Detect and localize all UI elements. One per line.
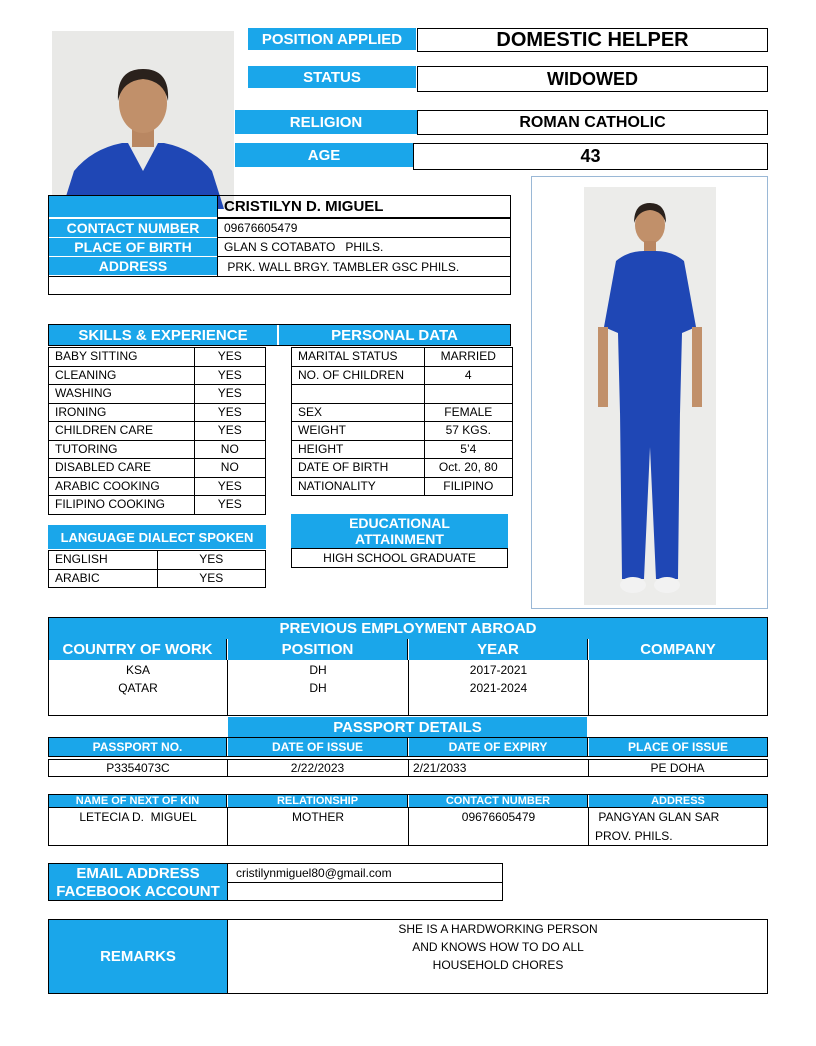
personal-data-row-label <box>292 385 425 404</box>
skill-row <box>49 422 266 441</box>
kin-relationship: MOTHER <box>292 810 344 824</box>
address-value: PRK. WALL BRGY. TAMBLER GSC PHILS. <box>217 256 511 277</box>
personal-data-row-value: MARRIED <box>424 348 512 367</box>
birthplace-value: GLAN S COTABATO PHILS. <box>217 237 511 257</box>
employment-col-position: POSITION <box>228 639 408 660</box>
remarks-line-2: AND KNOWS HOW TO DO ALL <box>412 940 584 954</box>
passport-col-number: PASSPORT NO. <box>49 738 227 756</box>
address-label: ADDRESS <box>49 257 217 275</box>
skill-row-value: YES <box>194 366 265 385</box>
skill-row-value: NO <box>194 440 265 459</box>
skill-row-label: ARABIC COOKING <box>49 477 195 496</box>
language-title: LANGUAGE DIALECT SPOKEN <box>48 525 266 549</box>
personal-data-row <box>292 366 513 385</box>
kin-address-line2: PROV. PHILS. <box>595 829 673 843</box>
employment-col-year: YEAR <box>409 639 588 660</box>
passport-place: PE DOHA <box>588 759 768 777</box>
education-title: EDUCATIONAL ATTAINMENT <box>291 514 508 548</box>
kin-name: LETECIA D. MIGUEL <box>79 810 197 824</box>
language-row <box>49 551 266 570</box>
position-value: DOMESTIC HELPER <box>417 28 768 52</box>
language-table <box>48 550 266 588</box>
employment-title: PREVIOUS EMPLOYMENT ABROAD <box>49 618 767 639</box>
skill-row <box>49 459 266 478</box>
skill-row <box>49 348 266 367</box>
employment-row-1 <box>49 663 767 681</box>
personal-data-row <box>292 403 513 422</box>
language-row-label: ARABIC <box>49 569 158 588</box>
full-body-figure-icon <box>584 187 716 605</box>
kin-contact: 09676605479 <box>461 810 536 824</box>
employment-row-2 <box>49 681 767 699</box>
age-value: 43 <box>413 143 768 170</box>
skills-table <box>48 347 266 515</box>
personal-data-row-label: WEIGHT <box>292 422 425 441</box>
skill-row <box>49 440 266 459</box>
employment-country: KSA <box>125 663 150 677</box>
passport-issue-date: 2/22/2023 <box>227 759 409 777</box>
personal-data-row <box>292 477 513 496</box>
personal-data-row-label: HEIGHT <box>292 440 425 459</box>
full-body-photo-frame <box>531 176 768 609</box>
birthplace-label: PLACE OF BIRTH <box>49 238 217 256</box>
employment-col-company: COMPANY <box>589 639 767 660</box>
personal-data-row-value: Oct. 20, 80 <box>424 459 512 478</box>
passport-col-expiry: DATE OF EXPIRY <box>409 738 588 756</box>
language-row-label: ENGLISH <box>49 551 158 570</box>
skill-row-value: NO <box>194 459 265 478</box>
passport-number: P3354073C <box>48 759 228 777</box>
skill-row <box>49 477 266 496</box>
skill-row-label: WASHING <box>49 385 195 404</box>
personal-data-row-label: NATIONALITY <box>292 477 425 496</box>
contact-value: 09676605479 <box>217 218 511 238</box>
employment-position: DH <box>309 681 327 695</box>
personal-data-title: PERSONAL DATA <box>279 325 510 345</box>
personal-data-row <box>292 422 513 441</box>
kin-col-name: NAME OF NEXT OF KIN <box>49 795 227 807</box>
skill-row-value: YES <box>194 403 265 422</box>
applicant-name: CRISTILYN D. MIGUEL <box>217 196 511 218</box>
portrait-photo <box>52 31 234 209</box>
personal-data-row-label: NO. OF CHILDREN <box>292 366 425 385</box>
employment-country: QATAR <box>118 681 158 695</box>
personal-data-row <box>292 385 513 404</box>
employment-position: DH <box>309 663 327 677</box>
passport-col-place: PLACE OF ISSUE <box>589 738 767 756</box>
skill-row-label: DISABLED CARE <box>49 459 195 478</box>
skill-row-value: YES <box>194 422 265 441</box>
personal-data-row <box>292 440 513 459</box>
skill-row-value: YES <box>194 385 265 404</box>
status-value: WIDOWED <box>417 66 768 92</box>
religion-value: ROMAN CATHOLIC <box>417 110 768 135</box>
employment-year: 2017-2021 <box>469 663 528 677</box>
passport-col-issue: DATE OF ISSUE <box>228 738 408 756</box>
kin-col-contact: CONTACT NUMBER <box>409 795 588 807</box>
personal-data-row-value: FILIPINO <box>424 477 512 496</box>
kin-divider-3 <box>588 807 589 846</box>
remarks-label: REMARKS <box>49 920 227 993</box>
passport-title: PASSPORT DETAILS <box>228 717 587 737</box>
age-label: AGE <box>235 143 413 167</box>
email-label: EMAIL ADDRESS <box>49 864 227 882</box>
contact-label: CONTACT NUMBER <box>49 219 217 237</box>
online-rule <box>227 882 503 883</box>
portrait-figure-icon <box>52 31 234 209</box>
personal-data-row-value <box>424 385 512 404</box>
skill-row <box>49 403 266 422</box>
full-body-photo <box>584 187 716 605</box>
skill-row <box>49 366 266 385</box>
personal-data-row-value: FEMALE <box>424 403 512 422</box>
personal-data-row-value: 57 KGS. <box>424 422 512 441</box>
personal-data-row-label: MARITAL STATUS <box>292 348 425 367</box>
kin-col-relationship: RELATIONSHIP <box>228 795 408 807</box>
kin-col-address: ADDRESS <box>589 795 767 807</box>
religion-label: RELIGION <box>235 110 417 134</box>
skill-row-label: FILIPINO COOKING <box>49 496 195 515</box>
name-label-strip <box>49 196 217 217</box>
language-row-value: YES <box>157 551 265 570</box>
skill-row <box>49 496 266 515</box>
employment-col-country: COUNTRY OF WORK <box>49 639 227 660</box>
personal-data-row-value: 5’4 <box>424 440 512 459</box>
personal-data-row <box>292 348 513 367</box>
skill-row-value: YES <box>194 496 265 515</box>
position-label: POSITION APPLIED <box>248 28 416 50</box>
contact-bottom-rule <box>48 276 511 277</box>
kin-address-line1: PANGYAN GLAN SAR <box>595 810 720 824</box>
skill-row-value: YES <box>194 477 265 496</box>
language-row <box>49 569 266 588</box>
skill-row-label: CLEANING <box>49 366 195 385</box>
personal-data-row-label: SEX <box>292 403 425 422</box>
skill-row-label: TUTORING <box>49 440 195 459</box>
remarks-line-3: HOUSEHOLD CHORES <box>432 958 564 972</box>
skill-row-label: CHILDREN CARE <box>49 422 195 441</box>
personal-data-table <box>291 347 513 496</box>
passport-expiry-date: 2/21/2033 <box>408 759 589 777</box>
education-value: HIGH SCHOOL GRADUATE <box>291 548 508 568</box>
skills-title: SKILLS & EXPERIENCE <box>49 325 277 345</box>
skill-row <box>49 385 266 404</box>
personal-data-row-value: 4 <box>424 366 512 385</box>
status-label: STATUS <box>248 66 416 88</box>
skill-row-label: IRONING <box>49 403 195 422</box>
remarks-line-1: SHE IS A HARDWORKING PERSON <box>398 922 598 936</box>
facebook-label: FACEBOOK ACCOUNT <box>49 882 227 900</box>
language-row-value: YES <box>157 569 265 588</box>
skill-row-value: YES <box>194 348 265 367</box>
employment-year: 2021-2024 <box>469 681 528 695</box>
personal-data-row-label: DATE OF BIRTH <box>292 459 425 478</box>
email-value: cristilynmiguel80@gmail.com <box>236 866 392 880</box>
skill-row-label: BABY SITTING <box>49 348 195 367</box>
personal-data-row <box>292 459 513 478</box>
